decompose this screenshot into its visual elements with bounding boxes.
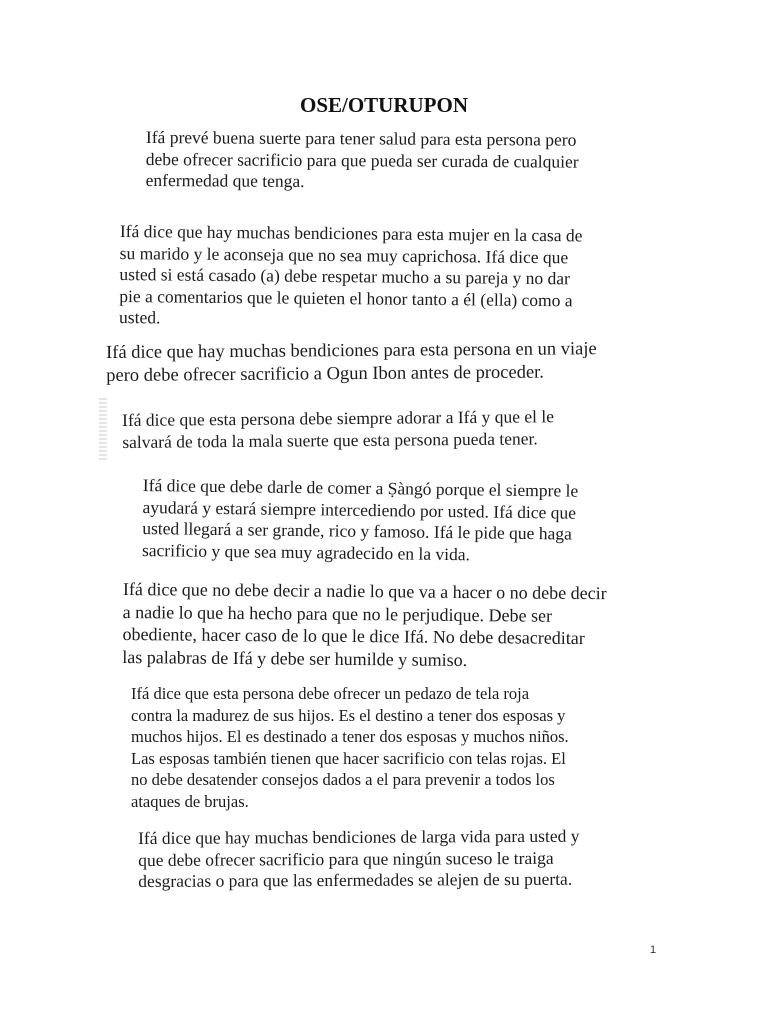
paragraph-line: pie a comentarios que le quieten el honor tanto a él (ella) como a: [119, 285, 573, 310]
paragraph-line: muchos hijos. El es destinado a tener dos esposas y muchos niños.: [131, 727, 569, 746]
paragraph-line: Ifá dice que hay muchas bendiciones para esta persona en un viaje: [106, 339, 597, 363]
paragraph-line: ataques de brujas.: [131, 791, 249, 811]
paragraph-line: Ifá dice que esta persona debe ofrecer un pedazo de tela roja: [131, 684, 530, 703]
paragraph-line: no debe desatender consejos dados a el para prevenir a todos los: [131, 770, 555, 789]
paragraph-3: [106, 338, 597, 387]
paragraph-line: Ifá dice que hay muchas bendiciones de larga vida para usted y: [138, 825, 580, 848]
paragraph-line: Ifá dice que debe darle de comer a Ṣàngó porque el siempre le: [142, 475, 579, 501]
paragraph-line: ayudará y estará siempre intercediendo por usted. Ifá dice que: [142, 496, 577, 523]
scan-artifact: [99, 398, 107, 462]
paragraph-line: Ifá prevé buena suerte para tener salud para esta persona pero: [145, 127, 577, 150]
paragraph-5: [142, 475, 578, 567]
paragraph-8: [138, 826, 580, 893]
paragraph-line: Las esposas también tienen que hacer sacrificio con telas rojas. El: [131, 748, 566, 768]
paragraph-line: pero debe ofrecer sacrificio a Ogun Ibon antes de proceder.: [106, 362, 544, 386]
paragraph-line: obediente, hacer caso de lo que le dice Ifá. No debe desacreditar: [122, 623, 585, 649]
paragraph-line: usted llegará a ser grande, rico y famoso. Ifá le pide que haga: [142, 517, 572, 544]
paragraph-line: su marido y le aconseja que no sea muy caprichosa. Ifá dice que: [119, 242, 569, 267]
paragraph-2: [119, 221, 583, 333]
paragraph-line: Ifá dice que esta persona debe siempre adorar a Ifá y que el le: [122, 406, 555, 430]
paragraph-line: usted si está casado (a) debe respetar mucho a su pareja y no dar: [119, 263, 571, 289]
paragraph-7: [131, 683, 569, 812]
paragraph-line: desgracias o para que las enfermedades se alejen de su puerta.: [138, 868, 573, 891]
paragraph-line: sacrificio y que sea muy agradecido en la vida.: [141, 539, 471, 564]
paragraph-line: contra la madurez de sus hijos. Es el destino a tener dos esposas y: [131, 705, 566, 725]
document-title: OSE/OTURUPON: [299, 93, 469, 117]
paragraph-line: que debe ofrecer sacrificio para que ningún suceso le traiga: [138, 847, 554, 870]
paragraph-line: salvará de toda la mala suerte que esta persona pueda tener.: [122, 427, 538, 452]
paragraph-6: [122, 578, 607, 672]
paragraph-line: debe ofrecer sacrificio para que pueda ser curada de cualquier: [145, 148, 579, 172]
paragraph-line: Ifá dice que no debe decir a nadie lo que va a hacer o no debe decir: [122, 578, 607, 604]
paragraph-line: usted.: [118, 306, 161, 328]
page-number: 1: [650, 944, 657, 956]
paragraph-line: Ifá dice que hay muchas bendiciones para esta mujer en la casa de: [119, 221, 583, 246]
paragraph-4: [122, 406, 554, 453]
paragraph-line: las palabras de Ifá y debe ser humilde y sumiso.: [122, 646, 468, 670]
paragraph-line: a nadie lo que ha hecho para que no le perjudique. Debe ser: [122, 601, 553, 626]
paragraph-1: [146, 127, 579, 194]
paragraph-line: enfermedad que tenga.: [145, 169, 305, 191]
